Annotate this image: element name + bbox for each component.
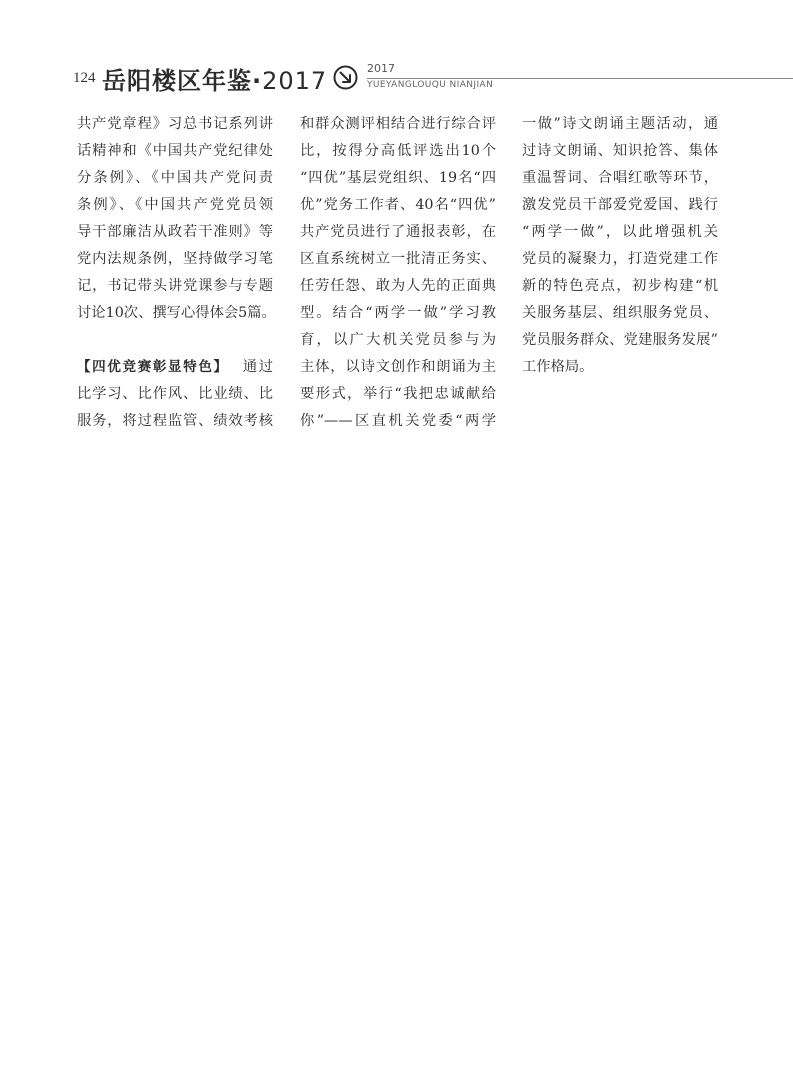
circle-arrow-down-right-icon <box>333 65 358 90</box>
book-title-text: 岳阳楼区年鉴 <box>102 67 252 95</box>
text-line: 一做”诗文朗诵主题活动，通 <box>522 116 718 132</box>
text-line: 区直系统树立一批清正务实、 <box>300 251 496 267</box>
text-line: 育，以广大机关党员参与为 <box>300 332 496 348</box>
book-title-separator: · <box>252 67 263 95</box>
text-line: 比，按得分高低评选出10个 <box>300 143 496 159</box>
book-title <box>102 61 327 96</box>
text-column-3 <box>522 111 718 381</box>
page-header <box>0 0 793 100</box>
text-line: 要形式，举行“我把忠诚献给 <box>300 386 496 402</box>
text-line: 优”党务工作者、40名“四优” <box>300 197 496 213</box>
text-line: 话精神和《中国共产党纪律处 <box>77 143 273 159</box>
text-line: 条例》、《中国共产党党员领 <box>77 197 273 213</box>
text-column-2 <box>300 111 496 435</box>
text-line: 你”——区直机关党委“两学 <box>300 413 496 429</box>
header-small-year: 2017 <box>367 62 395 75</box>
header-pinyin: YUEYANGLOUQU NIANJIAN <box>367 80 494 90</box>
text-line: 共产党章程》习总书记系列讲 <box>77 116 273 132</box>
text-line: 新的特色亮点，初步构建“机 <box>522 278 718 294</box>
text-line: 重温誓词、合唱红歌等环节， <box>522 170 718 186</box>
page-number: 124 <box>73 70 96 86</box>
text-column-1 <box>77 111 276 435</box>
section-heading: 【四优竞赛彰显特色】 <box>77 359 229 375</box>
text-line: 任劳任怨、敢为人先的正面典 <box>300 278 496 294</box>
text-line: 工作格局。 <box>522 359 594 375</box>
text-line: 导干部廉洁从政若干准则》等 <box>77 224 273 240</box>
text-line: 党内法规条例，坚持做学习笔 <box>77 251 273 267</box>
text-line: 党员的凝聚力，打造党建工作 <box>522 251 718 267</box>
text-line: 关服务基层、组织服务党员、 <box>522 305 718 321</box>
text-line: 比学习、比作风、比业绩、比 <box>77 386 273 402</box>
text-line: 党员服务群众、党建服务发展” <box>522 332 718 348</box>
text-line: 记，书记带头讲党课参与专题 <box>77 278 273 294</box>
text-line: 和群众测评相结合进行综合评 <box>300 116 496 132</box>
header-rule <box>367 78 793 79</box>
text-line: 型。结合“两学一做”学习教 <box>300 305 496 321</box>
text-line: “四优”基层党组织、19名“四 <box>300 170 496 186</box>
text-line: 服务，将过程监管、绩效考核 <box>77 413 273 429</box>
text-fragment: 通过 <box>242 359 274 375</box>
text-line: “两学一做”，以此增强机关 <box>522 224 718 240</box>
text-line: 过诗文朗诵、知识抢答、集体 <box>522 143 718 159</box>
text-line: 主体，以诗文创作和朗诵为主 <box>300 359 496 375</box>
text-line: 激发党员干部爱党爱国、践行 <box>522 197 718 213</box>
section-first-line <box>77 354 273 381</box>
paragraph-four-excellence <box>77 354 273 435</box>
paragraph-study <box>77 111 276 327</box>
book-title-year: 2017 <box>262 67 328 95</box>
text-line: 讨论10次、撰写心得体会5篇。 <box>77 305 276 321</box>
text-line: 共产党员进行了通报表彰，在 <box>300 224 496 240</box>
text-line: 分条例》、《中国共产党问责 <box>77 170 273 186</box>
